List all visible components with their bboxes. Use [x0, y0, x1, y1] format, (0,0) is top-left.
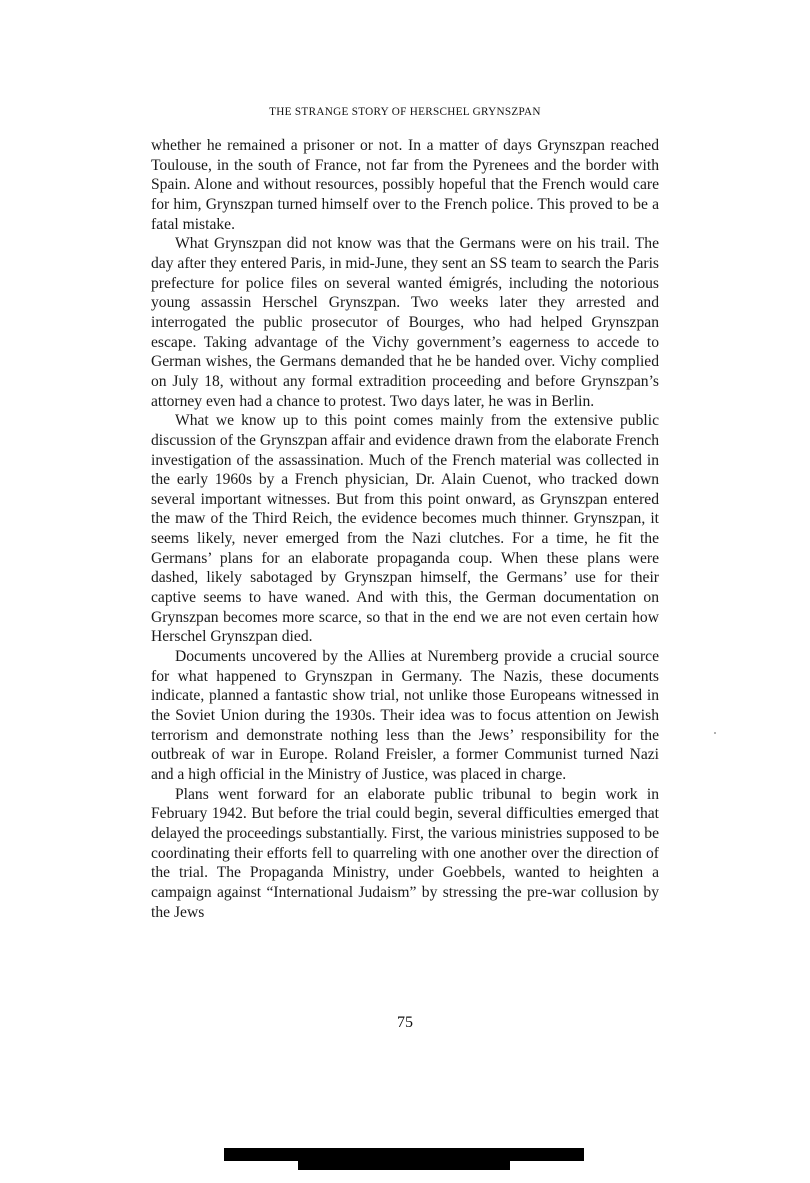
paragraph: What Grynszpan did not know was that the Germans were on his trail. The day after they entered Paris, in mid-June, they sent an SS team to search the Paris prefecture for police files on several wanted émigrés, including the notorious young assassin Herschel Grynszpan. Two weeks later they arrested and interrogated the public prosecutor of Bourges, who had helped Grynszpan escape. Taking advantage of the Vichy government’s eagerness to accede to German wishes, the Germans demanded that he be handed over. Vichy complied on July 18, without any formal extradition proceeding and before Grynszpan’s attorney even had a chance to protest. Two days later, he was in Berlin.: [151, 235, 659, 410]
body-text: [151, 136, 659, 922]
paragraph: Documents uncovered by the Allies at Nuremberg provide a crucial source for what happened to Grynszpan in Germany. The Nazis, these documents indicate, planned a fantastic show trial, not unlike those Europeans witnessed in the Soviet Union during the 1930s. Their idea was to focus attention on Jewish terrorism and demonstrate nothing less than the Jews’ responsibility for the outbreak of war in Europe. Roland Freisler, a former Communist turned Nazi and a high official in the Ministry of Justice, was placed in charge.: [151, 648, 659, 783]
scan-bar-top: [224, 1148, 584, 1161]
paragraph: Plans went forward for an elaborate public tribunal to begin work in February 1942. But before the trial could begin, several difficulties emerged that delayed the proceedings substantially. First, the various ministries supposed to be coordinating their efforts fell to quarreling with one another over the direction of the trial. The Propaganda Ministry, under Goebbels, wanted to heighten a campaign against “International Judaism” by stressing the pre-war collusion by the Jews: [151, 785, 659, 921]
paragraph: whether he remained a prisoner or not. In a matter of days Grynszpan reached Toulouse, in the south of France, not far from the Pyrenees and the border with Spain. Alone and without resources, possibly hopeful that the French would care for him, Grynszpan turned himself over to the French police. This proved to be a fatal mistake.: [151, 137, 659, 233]
scan-speck: [714, 732, 716, 734]
paragraph: What we know up to this point comes mainly from the extensive public discussion of the Grynszpan affair and evidence drawn from the elaborate French investigation of the assassination. Much of the French material was collected in the early 1960s by a French physician, Dr. Alain Cuenot, who tracked down several important witnesses. But from this point onward, as Grynszpan entered the maw of the Third Reich, the evidence becomes much thinner. Grynszpan, it seems likely, never emerged from the Nazi clutches. For a time, he fit the Germans’ plans for an elaborate propaganda coup. When these plans were dashed, likely sabotaged by Grynszpan himself, the Germans’ use for their captive seems to have waned. And with this, the German documentation on Grynszpan becomes more scarce, so that in the end we are not even certain how Herschel Grynszpan died.: [151, 412, 659, 646]
scan-bar-bottom: [298, 1161, 510, 1170]
running-head: THE STRANGE STORY OF HERSCHEL GRYNSZPAN: [269, 106, 541, 118]
page-number: 75: [397, 1014, 413, 1031]
